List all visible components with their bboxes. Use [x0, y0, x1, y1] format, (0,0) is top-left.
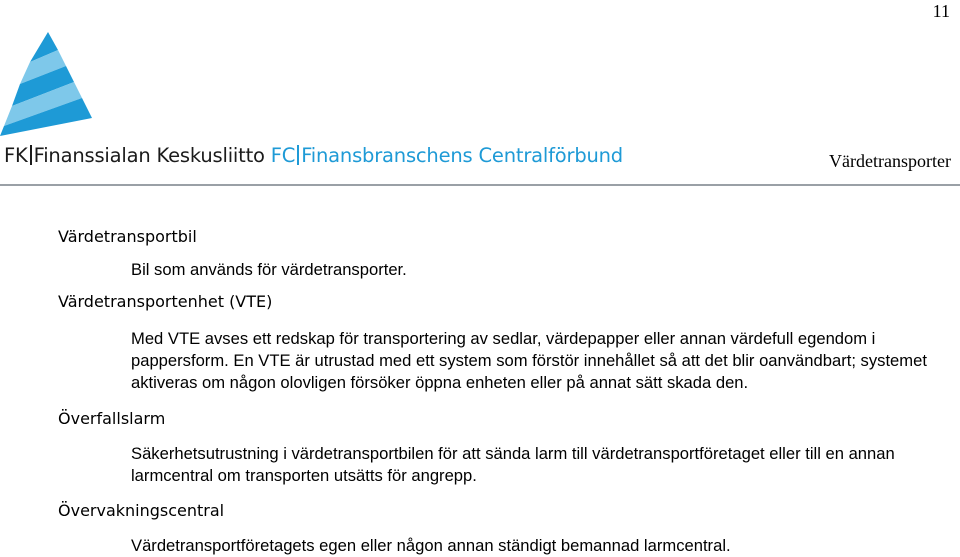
header-divider — [0, 184, 960, 186]
org-fk-abbr: FK — [4, 144, 28, 167]
glossary-term: Värdetransportbil — [58, 227, 197, 246]
glossary-term: Övervakningscentral — [58, 501, 225, 520]
org-fc-abbr: FC — [270, 144, 296, 167]
glossary-term: Värdetransportenhet (VTE) — [58, 292, 273, 311]
glossary-definition: Med VTE avses ett redskap för transportering av sedlar, värdepapper eller annan värdefull egendom i pappersform. En VTE är utrustad med ett system som förstör innehållet så att det blir oanvändbart; systemet aktiveras om någon olovligen försöker öppna enheten eller på annat sätt skada den. — [131, 329, 927, 392]
running-title: Värdetransporter — [829, 151, 951, 171]
org-fk-name: Finanssialan Keskusliitto — [33, 144, 265, 167]
org-fc-name: Finansbranschens Centralförbund — [301, 144, 623, 167]
glossary-definition: Bil som används för värdetransporter. — [131, 260, 407, 279]
glossary-term: Överfallslarm — [58, 409, 166, 428]
fk-fc-logo-icon — [0, 32, 96, 136]
organization-name — [4, 144, 623, 167]
page-number: 11 — [932, 1, 950, 21]
glossary-definition: Säkerhetsutrustning i värdetransportbilen för att sända larm till värdetransportföretaget eller till en annan larmcentral om transporten utsätts för angrepp. — [131, 444, 895, 485]
glossary-definition: Värdetransportföretagets egen eller någon annan ständigt bemannad larmcentral. — [131, 536, 731, 555]
